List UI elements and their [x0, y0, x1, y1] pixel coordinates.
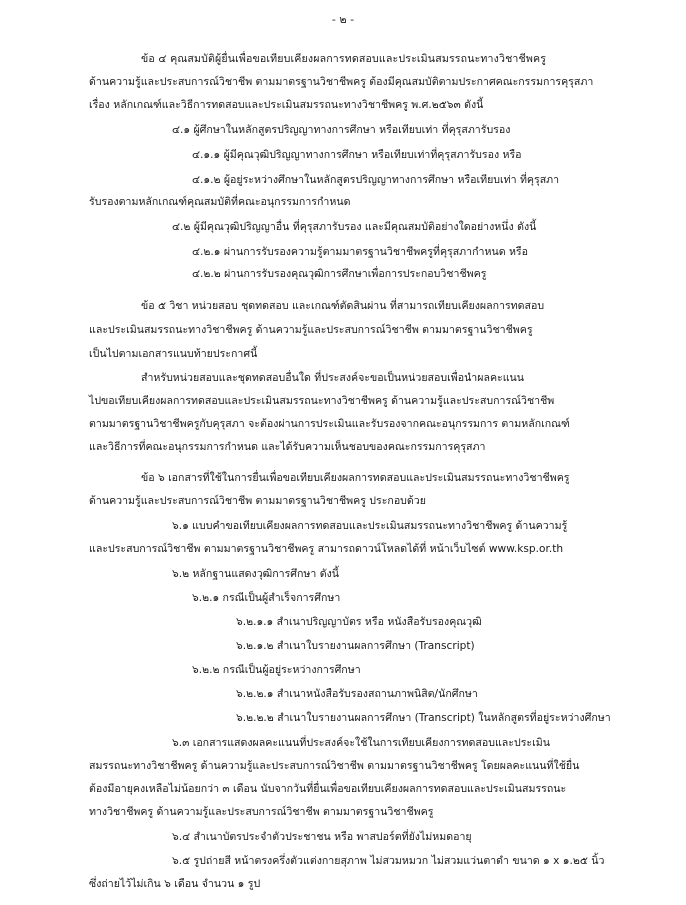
text-line: ซึ่งถ่ายไว้ไม่เกิน ๖ เดือน จำนวน ๑ รูป [89, 878, 261, 890]
text-line: ๖.๒.๒ กรณีเป็นผู้อยู่ระหว่างการศึกษา [192, 664, 361, 676]
text-line: ๔.๒ ผู้มีคุณวุฒิปริญญาอื่น ที่คุรุสภารับรอง และมีคุณสมบัติอย่างใดอย่างหนึ่ง ดังนี้ [172, 221, 537, 233]
text-line: ๖.๒.๒.๒ สำเนาใบรายงานผลการศึกษา (Transcript) ในหลักสูตรที่อยู่ระหว่างศึกษา [236, 712, 611, 724]
text-line: ไปขอเทียบเคียงผลการทดสอบและประเมินสมรรถนะทางวิชาชีพครู ด้านความรู้และประสบการณ์วิชาชีพ [89, 395, 555, 407]
text-line: สมรรถนะทางวิชาชีพครู ด้านความรู้และประสบการณ์วิชาชีพ ตามมาตรฐานวิชาชีพครู โดยผลคะแนนที่ใช้ยื่น [89, 760, 580, 772]
text-line: ๔.๑.๑ ผู้มีคุณวุฒิปริญญาทางการศึกษา หรือเทียบเท่าที่คุรุสภารับรอง หรือ [192, 149, 522, 161]
text-line: ๖.๓ เอกสารแสดงผลคะแนนที่ประสงค์จะใช้ในการเทียบเคียงการทดสอบและประเมิน [172, 737, 550, 749]
text-line: และวิธีการที่คณะอนุกรรมการกำหนด และได้รับความเห็นชอบของคณะกรรมการคุรุสภา [89, 441, 486, 453]
text-line: ๔.๒.๒ ผ่านการรับรองคุณวุฒิการศึกษาเพื่อการประกอบวิชาชีพครู [192, 268, 487, 280]
text-line: เรื่อง หลักเกณฑ์และวิธีการทดสอบและประเมินสมรรถนะทางวิชาชีพครู พ.ศ.๒๕๖๓ ดังนี้ [89, 99, 484, 111]
text-line: ๖.๒.๒.๑ สำเนาหนังสือรับรองสถานภาพนิสิต/นักศึกษา [236, 688, 478, 700]
text-line: และประสบการณ์วิชาชีพ ตามมาตรฐานวิชาชีพครู สามารถดาวน์โหลดได้ที่ หน้าเว็บไซต์ www.ksp.or.th [89, 543, 564, 555]
text-line: สำหรับหน่วยสอบและชุดทดสอบอื่นใด ที่ประสงค์จะขอเป็นหน่วยสอบเพื่อนำผลคะแนน [141, 372, 525, 384]
text-line: ๖.๒ หลักฐานแสดงวุฒิการศึกษา ดังนี้ [172, 568, 340, 580]
text-line: ๖.๕ รูปถ่ายสี หน้าตรงครึ่งตัวแต่งกายสุภาพ ไม่สวมหมวก ไม่สวมแว่นตาดำ ขนาด ๑ x ๑.๒๕ นิ้ว [172, 855, 605, 867]
text-line: เป็นไปตามเอกสารแนบท้ายประกาศนี้ [89, 348, 258, 360]
text-line: ๖.๒.๑ กรณีเป็นผู้สำเร็จการศึกษา [192, 592, 341, 604]
text-line: ๖.๒.๑.๑ สำเนาปริญญาบัตร หรือ หนังสือรับรองคุณวุฒิ [236, 616, 482, 628]
text-line: ๔.๒.๑ ผ่านการรับรองความรู้ตามมาตรฐานวิชาชีพครูที่คุรุสภากำหนด หรือ [192, 246, 528, 258]
text-line: ๖.๔ สำเนาบัตรประจำตัวประชาชน หรือ พาสปอร์ตที่ยังไม่หมดอายุ [172, 831, 472, 843]
text-line: ตามมาตรฐานวิชาชีพครูกับคุรุสภา จะต้องผ่านการประเมินและรับรองจากคณะอนุกรรมการ ตามหลักเกณฑ์ [89, 418, 570, 430]
text-line: ทางวิชาชีพครู ด้านความรู้และประสบการณ์วิชาชีพ ตามมาตรฐานวิชาชีพครู [89, 806, 434, 818]
text-line: ข้อ ๕ วิชา หน่วยสอบ ชุดทดสอบ และเกณฑ์ตัดสินผ่าน ที่สามารถเทียบเคียงผลการทดสอบ [141, 300, 545, 312]
page-number: - ๒ - [331, 13, 355, 26]
text-line: ด้านความรู้และประสบการณ์วิชาชีพ ตามมาตรฐานวิชาชีพครู ประกอบด้วย [89, 495, 426, 507]
text-line: ด้านความรู้และประสบการณ์วิชาชีพ ตามมาตรฐานวิชาชีพครู ต้องมีคุณสมบัติตามประกาศคณะกรรมการคุรุสภา [89, 76, 594, 88]
text-line: ๔.๑ ผู้ศึกษาในหลักสูตรปริญญาทางการศึกษา หรือเทียบเท่า ที่คุรุสภารับรอง [172, 124, 511, 136]
text-line: ข้อ ๖ เอกสารที่ใช้ในการยื่นเพื่อขอเทียบเคียงผลการทดสอบและประเมินสมรรถนะทางวิชาชีพครู [141, 472, 570, 484]
text-line: ๖.๑ แบบคำขอเทียบเคียงผลการทดสอบและประเมินสมรรถนะทางวิชาชีพครู ด้านความรู้ [172, 520, 568, 532]
text-line: ข้อ ๔ คุณสมบัติผู้ยื่นเพื่อขอเทียบเคียงผลการทดสอบและประเมินสมรรถนะทางวิชาชีพครู [141, 53, 547, 65]
text-line: ๖.๒.๑.๒ สำเนาใบรายงานผลการศึกษา (Transcript) [236, 640, 475, 652]
text-line: ๔.๑.๒ ผู้อยู่ระหว่างศึกษาในหลักสูตรปริญญาทางการศึกษา หรือเทียบเท่า ที่คุรุสภา [192, 174, 560, 186]
text-line: และประเมินสมรรถนะทางวิชาชีพครู ด้านความรู้และประสบการณ์วิชาชีพ ตามมาตรฐานวิชาชีพครู [89, 324, 533, 336]
text-line: ต้องมีอายุคงเหลือไม่น้อยกว่า ๓ เดือน นับจากวันที่ยื่นเพื่อขอเทียบเคียงผลการทดสอบและประเมินสมรรถนะ [89, 783, 567, 795]
text-line: รับรองตามหลักเกณฑ์คุณสมบัติที่คณะอนุกรรมการกำหนด [89, 196, 351, 208]
